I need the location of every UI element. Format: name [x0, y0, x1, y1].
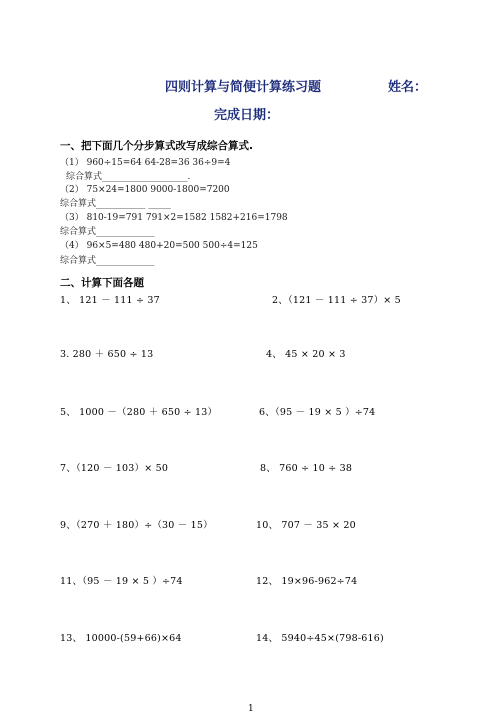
problem-1: 1、 121 － 111 ÷ 37	[60, 295, 160, 306]
group2-answer: 综合算式___________ _____	[60, 199, 171, 209]
group1-answer: 综合算式___________________.	[66, 172, 191, 182]
problem-3: 3. 280 ＋ 650 ÷ 13	[60, 349, 154, 360]
problem-11: 11、（95 － 19 × 5 ）÷74	[60, 576, 183, 587]
group3-answer: 综合算式_____________	[60, 227, 155, 237]
name-label: 姓名：	[388, 80, 428, 95]
section1-heading: 一、把下面几个分步算式改写成综合算式.	[60, 140, 253, 152]
problem-8: 8、 760 ÷ 10 ÷ 38	[260, 463, 353, 474]
section2-heading: 二、计算下面各题	[60, 277, 144, 289]
problem-13: 13、 10000-(59+66)×64	[60, 633, 182, 644]
problem-6: 6、（95 － 19 × 5 ）÷74	[259, 407, 376, 418]
problem-12: 12、 19×96-962÷74	[256, 576, 358, 587]
group4-steps: （4） 96×5=480 480+20=500 500÷4=125	[60, 241, 258, 251]
problem-14: 14、 5940÷45×(798-616)	[256, 633, 384, 644]
group1-steps: （1） 960÷15=64 64-28=36 36÷9=4	[60, 158, 231, 168]
page-title: 四则计算与简便计算练习题	[165, 80, 322, 95]
problem-5: 5、 1000 －（280 ＋ 650 ÷ 13）	[60, 407, 218, 418]
group2-steps: （2） 75×24=1800 9000-1800=7200	[60, 185, 230, 195]
problem-10: 10、 707 － 35 × 20	[256, 520, 356, 531]
problem-9: 9、（270 ＋ 180）÷（30 － 15）	[60, 520, 213, 531]
group3-steps: （3） 810-19=791 791×2=1582 1582+216=1798	[60, 213, 288, 223]
date-label: 完成日期：	[214, 108, 280, 123]
problem-4: 4、 45 × 20 × 3	[266, 349, 346, 360]
problem-2: 2、（121 － 111 ÷ 37）× 5	[272, 295, 401, 306]
page-number: 1	[248, 704, 254, 714]
problem-7: 7、（120 － 103）× 50	[60, 463, 169, 474]
group4-answer: 综合算式_____________	[60, 256, 155, 266]
